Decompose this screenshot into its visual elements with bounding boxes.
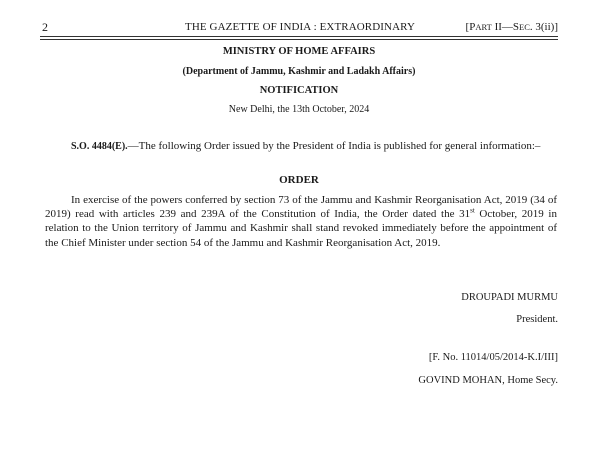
part-section-label [466, 19, 558, 35]
part-small: ART [475, 22, 492, 32]
department-heading: (Department of Jammu, Kashmir and Ladakh Affairs) [182, 66, 416, 77]
part-prefix: [P [465, 21, 476, 33]
intro-paragraph [45, 139, 557, 154]
order-heading: ORDER [279, 174, 319, 186]
notification-heading: NOTIFICATION [259, 85, 339, 96]
intro-text: —The following Order issued by the President of India is published for general information:– [127, 140, 541, 152]
issuing-officer: GOVIND MOHAN, Home Secy. [418, 375, 558, 386]
order-body-part1: In exercise of the powers conferred by section 73 of the Jammu and Kashmir Reorganisation Act, 2019 (34 of 2019) read with articles 239 and 239A of the Constitution of India, the Order dated the 31 [45, 194, 557, 221]
ministry-heading: MINISTRY OF HOME AFFAIRS [222, 46, 376, 57]
order-body-part2: October, 2019 in relation to the Union territory of Jammu and Kashmir shall stand revoked immediately before the appointment of the Chief Minister under section 54 of the Jammu and Kashmir Reorganisation Act, 2019. [45, 208, 557, 249]
file-number: [F. No. 11014/05/2014-K.I/III] [428, 352, 558, 363]
part-mid: II—S [491, 21, 520, 33]
so-number: S.O. 4484(E). [71, 141, 128, 152]
dateline: New Delhi, the 13th October, 2024 [228, 104, 370, 115]
part-small2: EC [519, 22, 530, 32]
order-body-sup: st [470, 206, 475, 215]
signatory-designation: President. [516, 314, 558, 325]
gazette-title: THE GAZETTE OF INDIA : EXTRAORDINARY [185, 21, 415, 33]
page-number: 2 [42, 20, 48, 34]
order-body [45, 193, 557, 250]
signatory-name: DROUPADI MURMU [461, 292, 558, 303]
part-suffix: . 3(ii)] [529, 21, 558, 33]
header-double-rule [40, 36, 558, 40]
running-head [42, 19, 558, 35]
